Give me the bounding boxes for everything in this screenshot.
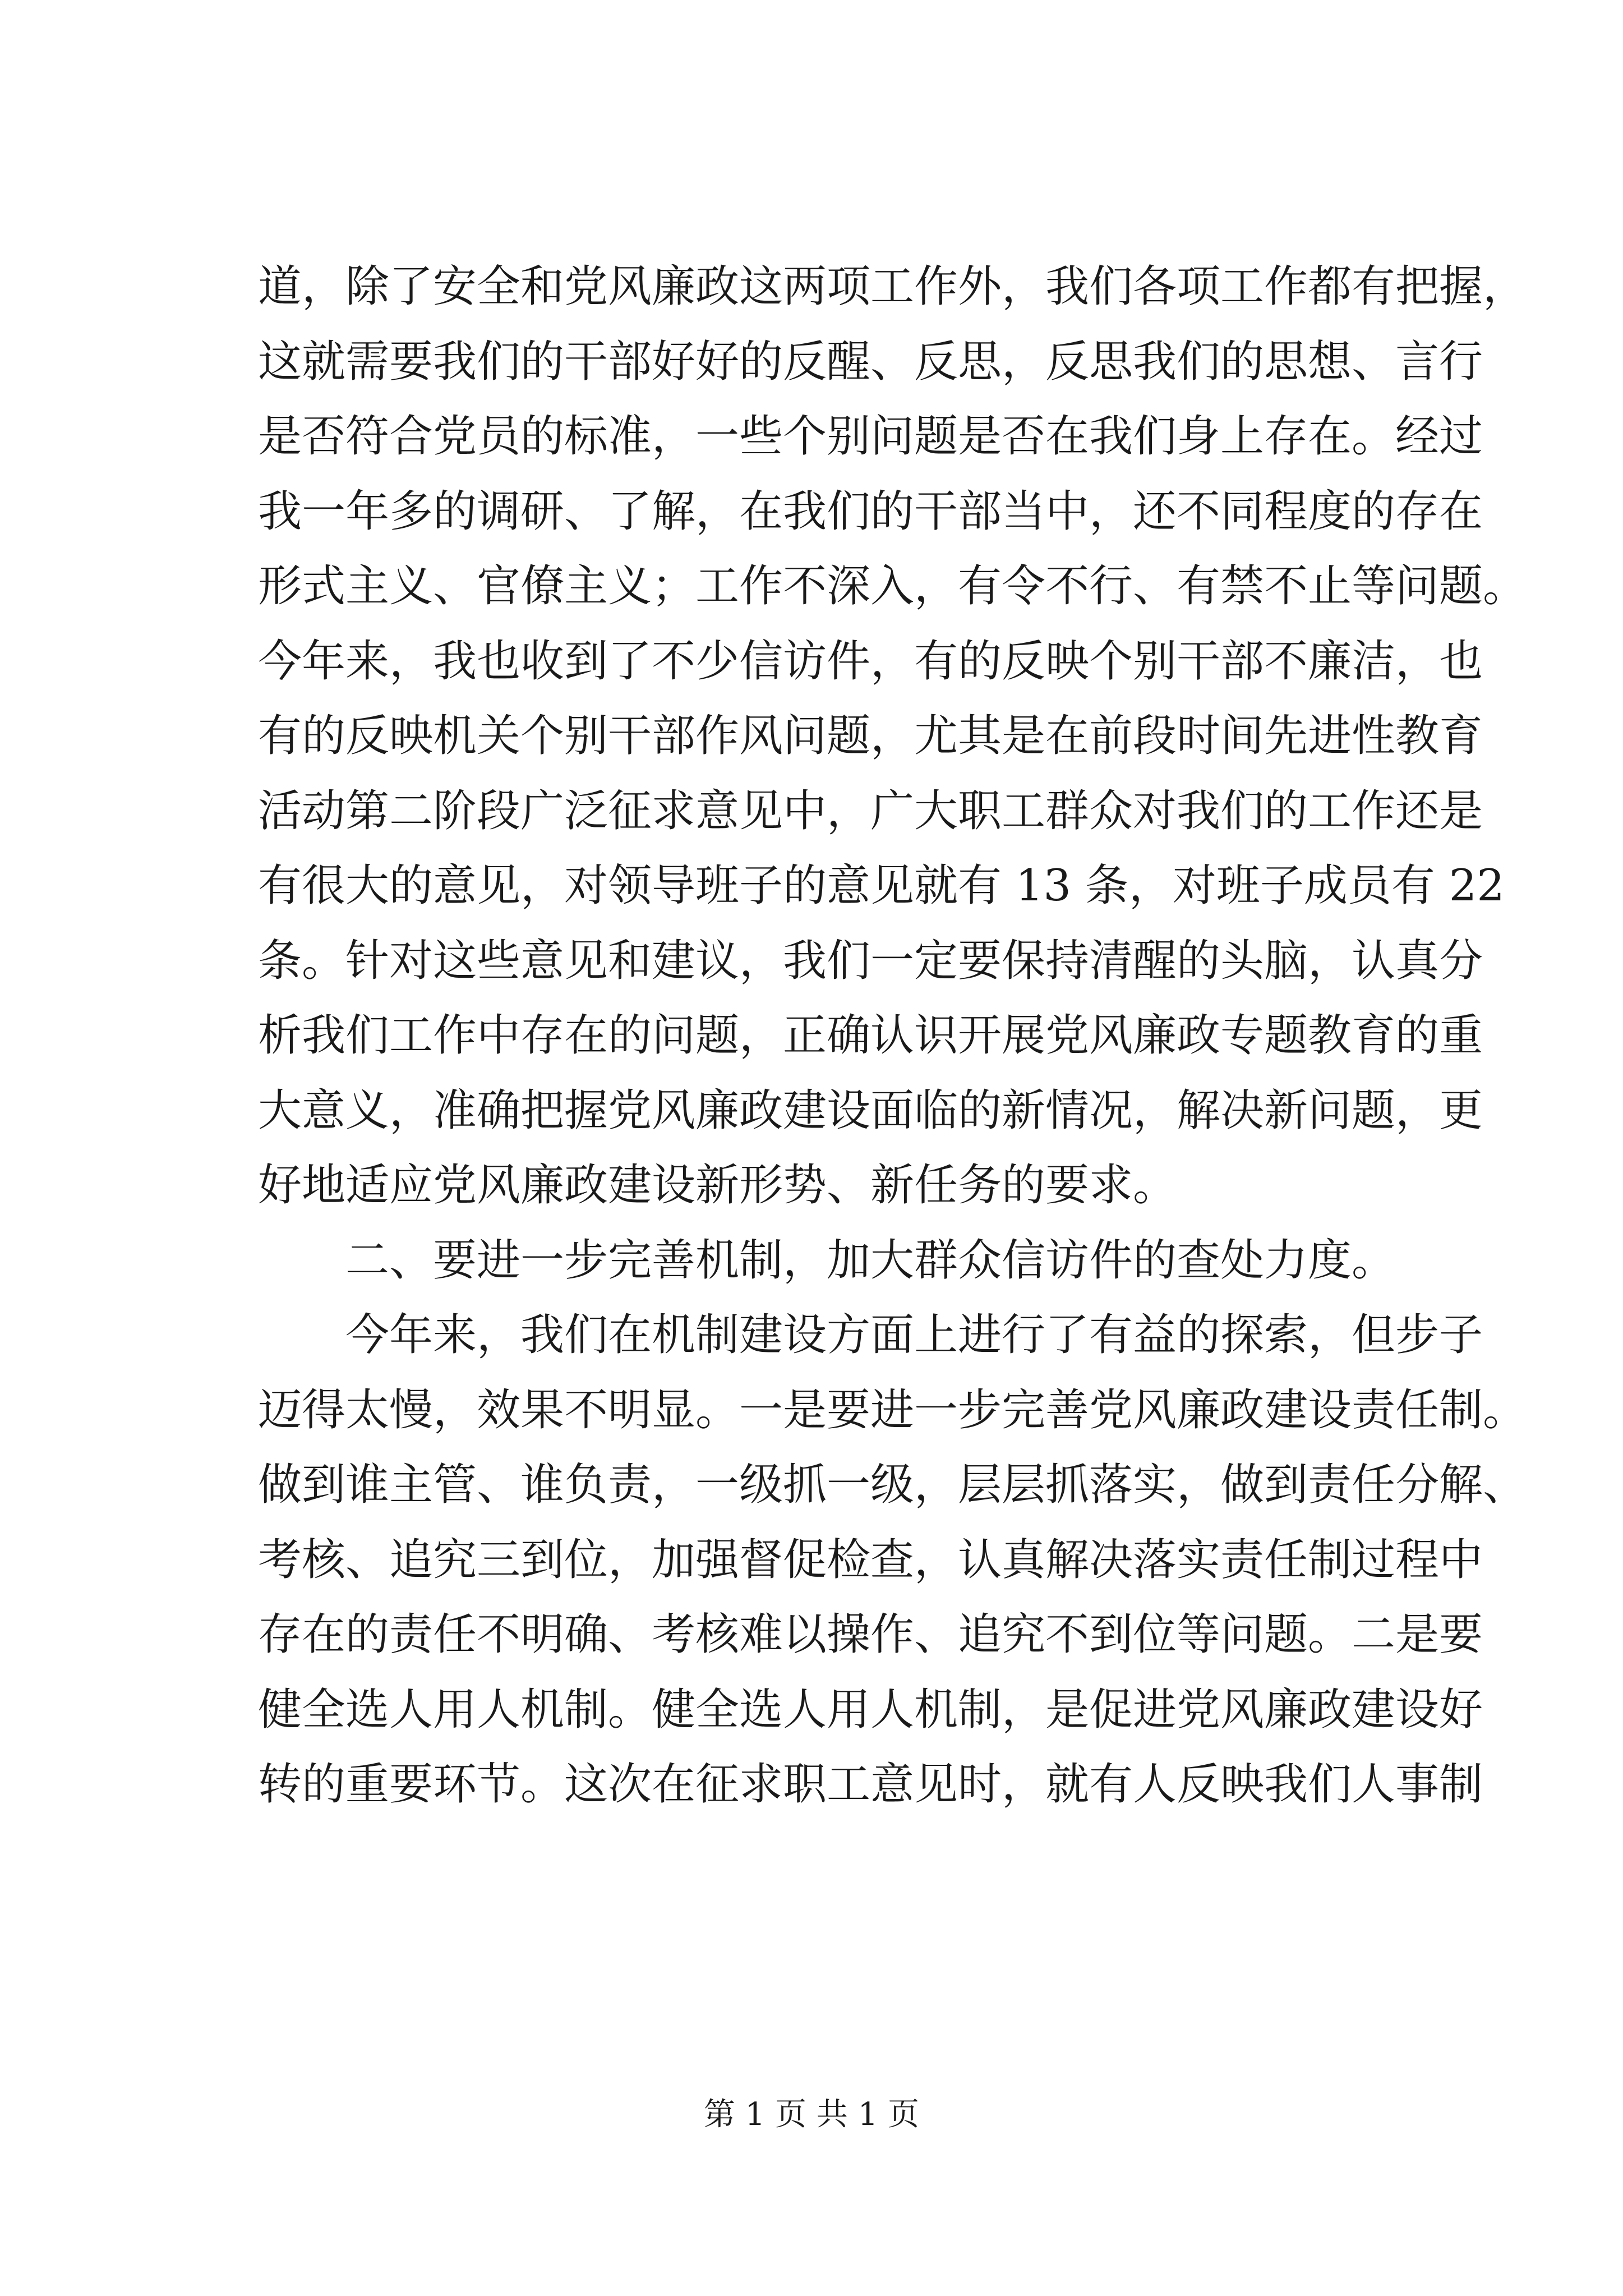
text-line: 好地适应党风廉政建设新形势、新任务的要求。 [258, 1160, 1177, 1211]
text-line: 今年来，我也收到了不少信访件，有的反映个别干部不廉洁，也 [258, 636, 1483, 687]
body-text [258, 250, 1527, 1823]
text-line: 健全选人用人机制。健全选人用人机制，是促进党风廉政建设好 [258, 1684, 1483, 1735]
text-line: 大意义，准确把握党风廉政建设面临的新情况，解决新问题，更 [258, 1085, 1483, 1136]
text-line: 今年来，我们在机制建设方面上进行了有益的探索，但步子 [345, 1310, 1483, 1360]
text-line: 做到谁主管、谁负责，一级抓一级，层层抓落实，做到责任分解、 [258, 1460, 1527, 1510]
text-line: 考核、追究三到位，加强督促检查，认真解决落实责任制过程中 [258, 1534, 1483, 1585]
text-line: 道，除了安全和党风廉政这两项工作外，我们各项工作都有把握， [258, 261, 1527, 312]
text-line: 有很大的意见，对领导班子的意见就有 13 条，对班子成员有 22 [258, 861, 1505, 911]
text-line: 存在的责任不明确、考核难以操作、追究不到位等问题。二是要 [258, 1609, 1483, 1660]
text-line: 二、要进一步完善机制，加大群众信访件的查处力度。 [345, 1235, 1396, 1286]
text-line: 形式主义、官僚主义；工作不深入，有令不行、有禁不止等问题。 [258, 561, 1527, 611]
text-line: 迈得太慢，效果不明显。一是要进一步完善党风廉政建设责任制。 [258, 1384, 1527, 1435]
text-line: 活动第二阶段广泛征求意见中，广大职工群众对我们的工作还是 [258, 785, 1483, 836]
text-line: 这就需要我们的干部好好的反醒、反思，反思我们的思想、言行 [258, 336, 1483, 387]
page-footer: 第 1 页 共 1 页 [703, 2096, 920, 2133]
text-line: 有的反映机关个别干部作风问题，尤其是在前段时间先进性教育 [258, 711, 1483, 761]
text-line: 是否符合党员的标准，一些个别问题是否在我们身上存在。经过 [258, 411, 1483, 462]
text-line: 条。针对这些意见和建议，我们一定要保持清醒的头脑，认真分 [258, 935, 1483, 986]
text-line: 转的重要环节。这次在征求职工意见时，就有人反映我们人事制 [258, 1759, 1483, 1810]
text-line: 析我们工作中存在的问题，正确认识开展党风廉政专题教育的重 [258, 1010, 1483, 1061]
text-line: 我一年多的调研、了解，在我们的干部当中，还不同程度的存在 [258, 486, 1483, 537]
